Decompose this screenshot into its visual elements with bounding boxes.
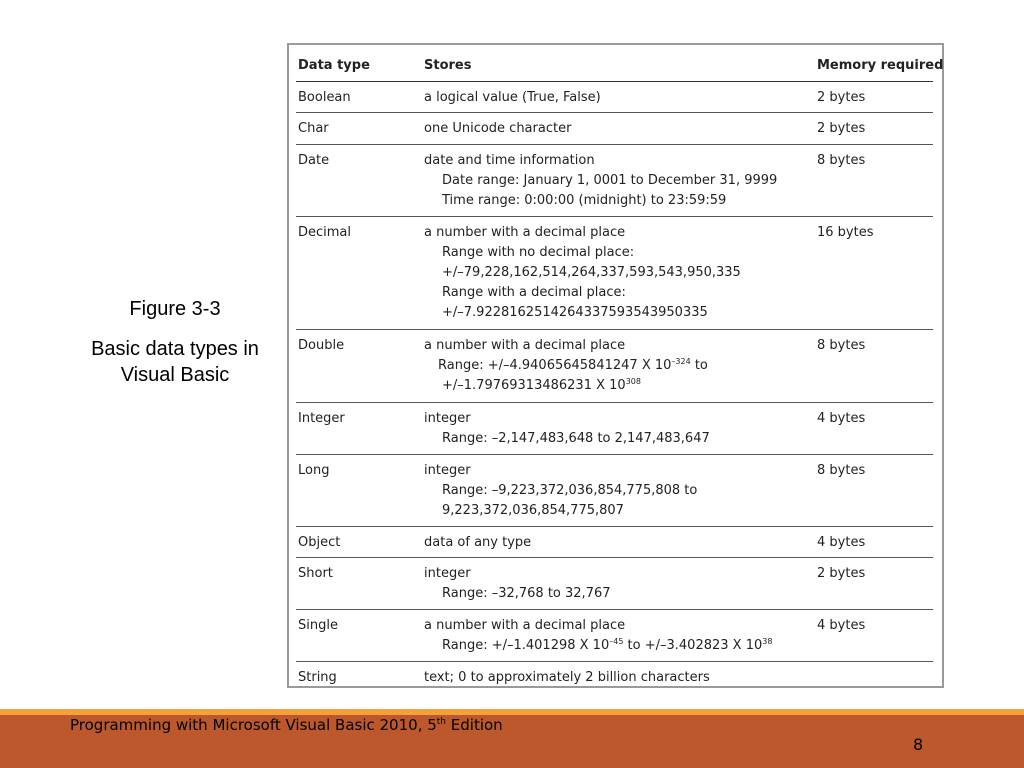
row-stores: data of any type xyxy=(424,535,532,550)
page-number: 8 xyxy=(913,735,924,754)
header-stores: Stores xyxy=(424,58,472,73)
table-row xyxy=(296,217,933,330)
row-stores xyxy=(424,409,710,449)
row-memory: 8 bytes xyxy=(817,338,866,353)
table-row xyxy=(296,145,933,217)
row-detail-line: Time range: 0:00:00 (midnight) to 23:59:59 xyxy=(442,193,727,208)
row-stores-summary: a number with a decimal place xyxy=(424,338,626,353)
row-stores-summary: integer xyxy=(424,411,471,426)
range-exponent: 308 xyxy=(625,377,641,386)
table-row xyxy=(296,527,933,558)
row-detail-line xyxy=(424,636,772,656)
range-exponent: –45 xyxy=(609,637,624,646)
row-detail-line: Range: –32,768 to 32,767 xyxy=(442,586,611,601)
figure-caption xyxy=(74,296,276,388)
table-row xyxy=(296,558,933,610)
footer-book-title xyxy=(70,716,503,734)
row-type: Char xyxy=(298,121,329,136)
row-type: Date xyxy=(298,153,330,168)
row-detail-line: Range with a decimal place: xyxy=(442,285,626,300)
footer-text-part: Edition xyxy=(446,716,503,734)
row-type: String xyxy=(298,670,337,685)
table-row xyxy=(296,455,933,527)
table-row xyxy=(296,113,933,145)
row-detail-line: Date range: January 1, 0001 to December 31, 9999 xyxy=(442,173,778,188)
row-stores xyxy=(424,564,611,604)
row-detail-line: Range: –2,147,483,648 to 2,147,483,647 xyxy=(442,431,710,446)
row-type: Short xyxy=(298,566,333,581)
table-row xyxy=(296,662,933,693)
range-text: to xyxy=(690,358,708,373)
row-stores-summary: integer xyxy=(424,463,471,478)
row-detail-line: 9,223,372,036,854,775,807 xyxy=(442,503,624,518)
table-row xyxy=(296,403,933,455)
row-type: Boolean xyxy=(298,90,351,105)
row-type: Object xyxy=(298,535,341,550)
footer-accent-line xyxy=(0,709,1024,715)
row-memory: 4 bytes xyxy=(817,618,866,633)
figure-number: Figure 3-3 xyxy=(129,298,221,320)
row-detail-line: +/–7.9228162514264337593543950335 xyxy=(442,305,708,320)
row-stores xyxy=(424,336,708,396)
row-memory: 2 bytes xyxy=(817,121,866,136)
row-stores-summary: a number with a decimal place xyxy=(424,618,626,633)
row-memory: 4 bytes xyxy=(817,535,866,550)
row-detail-line xyxy=(424,376,708,396)
row-type: Single xyxy=(298,618,338,633)
row-stores: one Unicode character xyxy=(424,121,572,136)
row-stores-summary: date and time information xyxy=(424,153,595,168)
row-detail-line: Range with no decimal place: xyxy=(442,245,635,260)
header-memory-required: Memory required xyxy=(817,58,944,73)
table-row xyxy=(296,82,933,113)
row-stores xyxy=(424,223,741,323)
row-stores xyxy=(424,461,697,521)
row-memory: 2 bytes xyxy=(817,90,866,105)
row-type: Double xyxy=(298,338,345,353)
row-detail-line: +/–79,228,162,514,264,337,593,543,950,335 xyxy=(442,265,741,280)
figure-title: Basic data types in Visual Basic xyxy=(91,338,259,386)
range-text: to +/–3.402823 X 10 xyxy=(623,638,763,653)
table-row xyxy=(296,610,933,662)
row-stores xyxy=(424,616,772,656)
data-types-table xyxy=(287,43,944,688)
range-text: Range: +/–1.401298 X 10 xyxy=(442,638,610,653)
row-memory: 2 bytes xyxy=(817,566,866,581)
range-text: +/–1.79769313486231 X 10 xyxy=(442,378,626,393)
range-exponent: 38 xyxy=(762,637,773,646)
row-type: Integer xyxy=(298,411,345,426)
row-type: Decimal xyxy=(298,225,352,240)
row-memory: 4 bytes xyxy=(817,411,866,426)
table-header-row xyxy=(296,50,944,82)
footer-superscript: th xyxy=(436,717,447,727)
range-text: Range: +/–4.94065645841247 X 10 xyxy=(438,358,672,373)
range-exponent: –324 xyxy=(671,357,691,366)
header-data-type: Data type xyxy=(298,58,370,73)
row-memory: 8 bytes xyxy=(817,153,866,168)
row-memory: 16 bytes xyxy=(817,225,874,240)
row-detail-line xyxy=(424,356,708,376)
table-row xyxy=(296,330,933,403)
row-type: Long xyxy=(298,463,330,478)
row-detail-line: Range: –9,223,372,036,854,775,808 to xyxy=(442,483,698,498)
row-stores-summary: a number with a decimal place xyxy=(424,225,626,240)
row-stores: a logical value (True, False) xyxy=(424,90,601,105)
footer-text-part: Programming with Microsoft Visual Basic 2010, 5 xyxy=(70,716,437,734)
row-memory: 8 bytes xyxy=(817,463,866,478)
row-stores: text; 0 to approximately 2 billion characters xyxy=(424,670,710,685)
row-stores xyxy=(424,151,777,211)
row-stores-summary: integer xyxy=(424,566,471,581)
